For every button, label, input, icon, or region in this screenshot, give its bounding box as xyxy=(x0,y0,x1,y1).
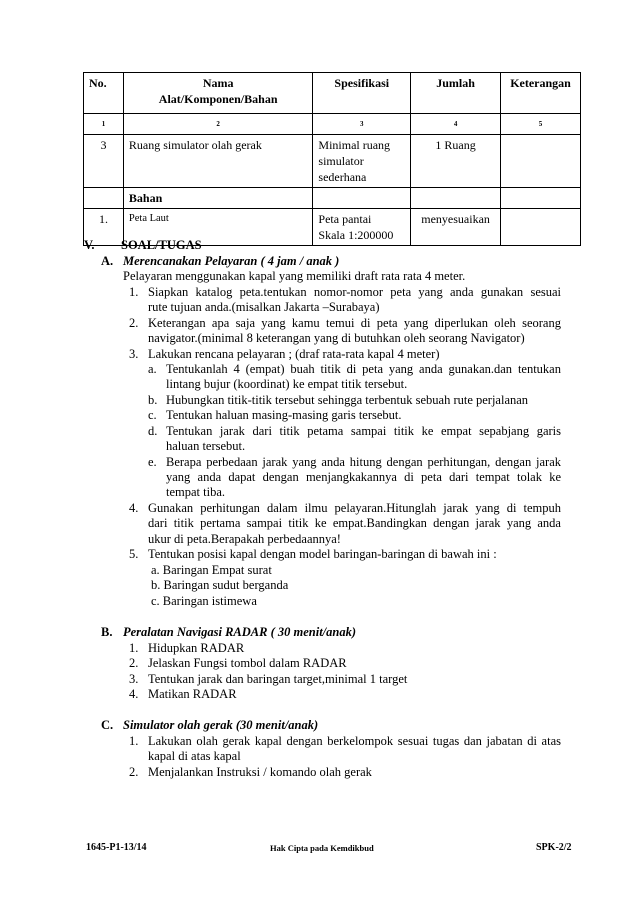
row-name: Ruang simulator olah gerak xyxy=(123,135,313,188)
col-number: 4 xyxy=(411,114,501,135)
header-qty: Jumlah xyxy=(411,73,501,114)
header-note: Keterangan xyxy=(501,73,581,114)
subitem-text: haluan tersebut. xyxy=(166,439,246,453)
subitem-text: Berapa perbedaan jarak yang anda hitung dengan perhitungan, dengan jarak xyxy=(166,455,561,469)
item-number: 4. xyxy=(129,687,139,701)
spec-line: Skala 1:200000 xyxy=(318,228,394,242)
spec-line: sederhana xyxy=(318,170,367,184)
header-name-line1: Nama xyxy=(202,76,234,90)
item-number: 1. xyxy=(129,641,139,655)
item-number: 2. xyxy=(129,316,139,330)
item-text: Matikan RADAR xyxy=(148,687,237,701)
row-no: 3 xyxy=(84,135,124,188)
subitem-text: lintang bujur (koordinat) ke empat titik tersebut. xyxy=(166,377,408,391)
item-text: Tentukan jarak dan baringan target,minimal 1 target xyxy=(148,672,408,686)
subitem-text: Tentukan jarak dari titik petama sampai titik ke empat sepabjang garis xyxy=(166,424,561,438)
item-text: Jelaskan Fungsi tombol dalam RADAR xyxy=(148,656,347,670)
subitem-text: Hubungkan titik-titik tersebut sehingga terbentuk sebuah rute perjalanan xyxy=(166,393,529,407)
spec-line: Peta pantai xyxy=(318,212,372,226)
subitem-text: tempat tiba. xyxy=(166,485,226,499)
item-text: ukur di peta.Berapakah perbedaannya! xyxy=(148,532,341,546)
subitem-text: Tentukanlah 4 (empat) buah titik di peta yang anda gunakan.dan tentukan xyxy=(166,362,561,376)
item-number: 3. xyxy=(129,672,139,686)
section-number: V. xyxy=(84,238,95,252)
subsection-letter: B. xyxy=(101,625,113,639)
item-number: 3. xyxy=(129,347,139,361)
subitem-letter: e. xyxy=(148,455,157,469)
item-text: Gunakan perhitungan dalam ilmu pelayaran.Hitunglah jarak yang di tempuh xyxy=(148,501,561,515)
subitem-letter: a. xyxy=(148,362,157,376)
subsection-title: Simulator olah gerak (30 menit/anak) xyxy=(123,718,319,732)
section-label: Bahan xyxy=(123,188,313,209)
item-text: Keterangan apa saja yang kamu temui di peta yang diperlukan oleh seorang xyxy=(148,316,561,330)
item-text: Tentukan posisi kapal dengan model baringan-baringan di bawah ini : xyxy=(148,547,497,561)
header-spec: Spesifikasi xyxy=(313,73,411,114)
header-no: No. xyxy=(84,73,124,114)
item-text: Menjalankan Instruksi / komando olah gerak xyxy=(148,765,372,779)
subitem-letter: b. xyxy=(148,393,158,407)
item-number: 4. xyxy=(129,501,139,515)
subsection-title: Merencanakan Pelayaran ( 4 jam / anak ) xyxy=(123,254,340,268)
item-text: rute tujuan anda.(misalkan Jakarta –Surabaya) xyxy=(148,300,380,314)
col-number: 5 xyxy=(501,114,581,135)
subitem-text: Tentukan haluan masing-masing garis tersebut. xyxy=(166,408,402,422)
subsection-letter: A. xyxy=(101,254,114,268)
row-name: Peta Laut xyxy=(123,209,313,246)
header-name-line2: Alat/Komponen/Bahan xyxy=(158,92,278,106)
footer-copyright: Hak Cipta pada Kemdikbud xyxy=(270,843,374,853)
spec-line: Minimal ruang xyxy=(318,138,391,152)
subsection-title: Peralatan Navigasi RADAR ( 30 menit/anak) xyxy=(123,625,357,639)
footer-page: SPK-2/2 xyxy=(536,842,572,853)
baringan-item: a. Baringan Empat surat xyxy=(151,563,272,577)
col-number: 2 xyxy=(123,114,313,135)
intro-text: Pelayaran menggunakan kapal yang memiliki draft rata rata 4 meter. xyxy=(123,269,466,283)
item-text: dari titik pertama sampai titik ke empat.Bandingkan dengan jarak yang anda xyxy=(148,516,561,530)
row-qty: 1 Ruang xyxy=(411,135,501,188)
item-text: navigator.(minimal 8 keterangan yang di butuhkan oleh seorang Navigator) xyxy=(148,331,525,345)
footer-code: 1645-P1-13/14 xyxy=(86,842,147,853)
col-number: 3 xyxy=(313,114,411,135)
baringan-item: c. Baringan istimewa xyxy=(151,594,257,608)
item-number: 2. xyxy=(129,656,139,670)
item-text: Siapkan katalog peta.tentukan nomor-nomor peta yang anda gunakan sesuai xyxy=(148,285,561,299)
subitem-letter: c. xyxy=(148,408,157,422)
item-number: 2. xyxy=(129,765,139,779)
col-number: 1 xyxy=(84,114,124,135)
baringan-item: b. Baringan sudut berganda xyxy=(151,578,289,592)
item-number: 1. xyxy=(129,734,139,748)
item-number: 1. xyxy=(129,285,139,299)
item-number: 5. xyxy=(129,547,139,561)
item-text: Lakukan rencana pelayaran ; (draf rata-rata kapal 4 meter) xyxy=(148,347,440,361)
item-text: Lakukan olah gerak kapal dengan berkelompok sesuai tugas dan jabatan di atas xyxy=(148,734,561,748)
subitem-letter: d. xyxy=(148,424,158,438)
item-text: Hidupkan RADAR xyxy=(148,641,245,655)
row-no: 1. xyxy=(84,209,124,246)
subitem-text: yang anda dapat dengan menjangkakannya di peta dari tempat tolak ke xyxy=(166,470,561,484)
item-text: kapal di atas kapal xyxy=(148,749,241,763)
spec-line: simulator xyxy=(318,154,364,168)
row-qty: menyesuaikan xyxy=(411,209,501,246)
section-title: SOAL/TUGAS xyxy=(121,238,202,252)
subsection-letter: C. xyxy=(101,718,114,732)
